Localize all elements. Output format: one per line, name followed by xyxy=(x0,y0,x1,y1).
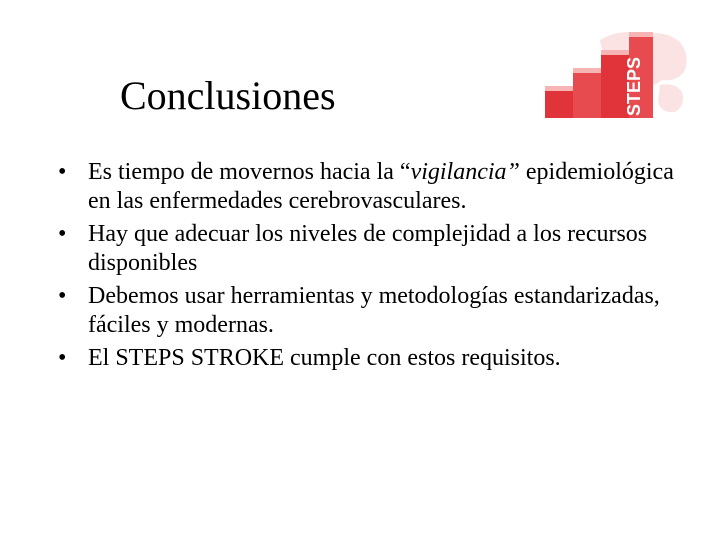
bullet-item xyxy=(58,220,678,278)
bullet-list xyxy=(58,158,678,377)
steps-logo-icon xyxy=(540,20,700,120)
bullet-dot: • xyxy=(58,221,67,247)
bullet-item xyxy=(58,344,678,373)
bullet-text: El STEPS STROKE cumple con estos requisitos. xyxy=(88,345,561,371)
bullet-dot: • xyxy=(58,283,67,309)
bullet-text-emphasis: vigilancia” xyxy=(410,159,520,185)
bullet-text-after: epidemiológica en las enfermedades cerebrovasculares. xyxy=(88,159,674,214)
slide-title: Conclusiones xyxy=(120,73,336,118)
bullet-item xyxy=(58,282,678,340)
bullet-dot: • xyxy=(58,159,67,185)
svg-text:STEPS: STEPS xyxy=(624,56,644,116)
bullet-text: Hay que adecuar los niveles de complejidad a los recursos disponibles xyxy=(88,221,648,276)
bullet-text xyxy=(88,159,674,214)
bullet-text-before: Es tiempo de movernos hacia la “ xyxy=(88,159,411,185)
bullet-item xyxy=(58,158,678,216)
bullet-text: Debemos usar herramientas y metodologías estandarizadas, fáciles y modernas. xyxy=(88,283,660,338)
bullet-dot: • xyxy=(58,345,67,371)
